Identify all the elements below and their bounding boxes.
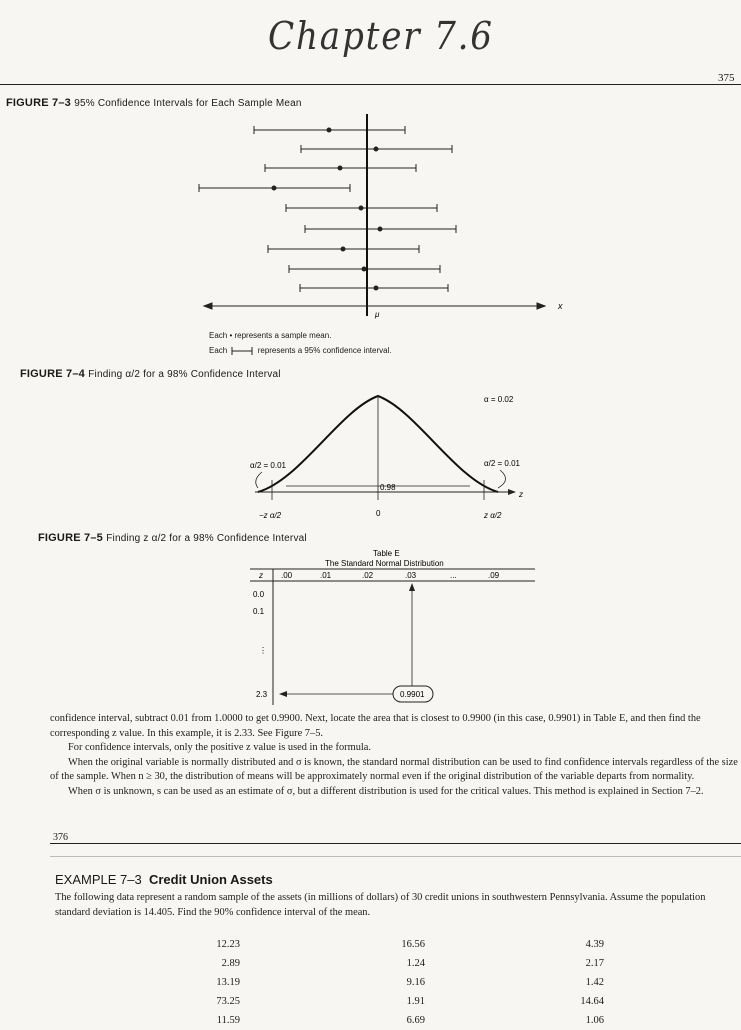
body-paragraph-1: confidence interval, subtract 0.01 from 1.0000 to get 0.9900. Next, locate the area that is closest to 0.9900 (in this case, 0.9901) in Table E, and then find the corresponding z value. In this example, it is 2.33. See Figure 7–5. [50, 713, 701, 739]
interval-4 [199, 184, 350, 192]
interval-7 [268, 245, 419, 253]
col-02: .02 [362, 571, 374, 580]
data-value: 11.59 [216, 1015, 240, 1026]
figure-7-3-legend-2 [209, 346, 392, 355]
interval-5 [286, 204, 437, 212]
table-title: Table E [373, 549, 400, 558]
figure-7-3-legend-1: Each • represents a sample mean. [209, 331, 332, 340]
axis-x-label: x [558, 301, 563, 311]
figure-7-3-title: 95% Confidence Intervals for Each Sample Mean [74, 98, 302, 109]
interval-2 [301, 145, 452, 153]
row-23: 2.3 [256, 690, 268, 699]
data-value: 16.56 [401, 939, 425, 950]
figure-7-5-label: FIGURE 7–5 [38, 532, 103, 544]
example-label: EXAMPLE 7–3 [55, 872, 142, 887]
data-value: 12.23 [216, 939, 240, 950]
table-subtitle: The Standard Normal Distribution [325, 559, 444, 568]
col-ellipsis: ... [450, 571, 457, 580]
legend-suffix: represents a 95% confidence interval. [257, 346, 392, 355]
x-axis [204, 303, 545, 309]
example-title: Credit Union Assets [148, 872, 273, 887]
interval-3 [265, 164, 416, 172]
col-00: .00 [281, 571, 293, 580]
data-value: 2.89 [221, 958, 240, 969]
data-value: 9.16 [406, 977, 425, 988]
page-divider [50, 856, 741, 857]
left-tail-label: α/2 = 0.01 [250, 461, 286, 470]
handwritten-heading: Chapter 7.6 [268, 14, 494, 58]
axis-mu-label: μ [375, 310, 380, 319]
figure-7-5-caption [38, 532, 307, 544]
data-value: 1.24 [406, 958, 425, 969]
data-column-2 [385, 935, 425, 1030]
interval-legend-icon [229, 347, 255, 355]
interval-8 [289, 265, 440, 273]
figure-7-4-title: Finding α/2 for a 98% Confidence Interval [88, 369, 281, 380]
legend-prefix: Each [209, 346, 228, 355]
col-01: .01 [320, 571, 332, 580]
data-value: 1.91 [406, 996, 425, 1007]
footer-rule [50, 843, 741, 844]
col-z: z [259, 571, 263, 580]
figure-7-3-label: FIGURE 7–3 [6, 97, 71, 109]
data-value: 14.64 [580, 996, 604, 1007]
pos-z-label: z α/2 [484, 511, 502, 520]
example-heading [55, 872, 273, 887]
data-value: 6.69 [406, 1015, 425, 1026]
figure-7-5-table [0, 545, 741, 710]
figure-7-4-caption [20, 368, 281, 380]
body-paragraph-2: For confidence intervals, only the positive z value is used in the formula. [68, 742, 371, 753]
zero-label: 0 [376, 509, 381, 518]
data-value: 2.17 [585, 958, 604, 969]
col-09: .09 [488, 571, 500, 580]
data-column-3 [572, 935, 604, 1030]
found-value: 0.9901 [400, 690, 425, 699]
data-value: 1.42 [585, 977, 604, 988]
center-area-label: 0.98 [380, 483, 396, 492]
data-value: 1.06 [585, 1015, 604, 1026]
body-paragraph-4: When σ is unknown, s can be used as an estimate of σ, but a different distribution is used for the critical values. This method is explained in Section 7–2. [68, 785, 704, 797]
example-text: The following data represent a random sample of the assets (in millions of dollars) of 30 credit unions in southwestern Pennsylvania. Assume the population standard deviation is 14.405. Find the 90% confidence interval of the mean. [55, 892, 706, 918]
figure-7-4-chart [0, 380, 741, 530]
row-01: 0.1 [253, 607, 265, 616]
interval-6 [305, 225, 456, 233]
page-number-376: 376 [53, 832, 68, 843]
row-00: 0.0 [253, 590, 265, 599]
header-rule [0, 84, 741, 85]
data-column-1 [200, 935, 240, 1030]
neg-z-label: −z α/2 [259, 511, 282, 520]
page-number-375: 375 [718, 72, 735, 84]
figure-7-3-caption [6, 97, 302, 109]
data-value: 73.25 [216, 996, 240, 1007]
col-03: .03 [405, 571, 417, 580]
interval-9 [300, 284, 448, 292]
body-text [50, 712, 738, 799]
alpha-label: α = 0.02 [484, 395, 514, 404]
data-value: 13.19 [216, 977, 240, 988]
data-value: 4.39 [585, 939, 604, 950]
figure-7-4-label: FIGURE 7–4 [20, 368, 85, 380]
z-axis-label: z [519, 490, 523, 499]
body-paragraph-3: When the original variable is normally distributed and σ is known, the standard normal distribution can be used to find confidence intervals regardless of the size of the sample. When n ≥ 30, the distribution of means will be approximately normal even if the original distribution of the variable departs from normality. [50, 756, 738, 782]
interval-1 [254, 126, 405, 134]
figure-7-3-chart [0, 110, 741, 320]
figure-7-5-title: Finding z α/2 for a 98% Confidence Interval [106, 533, 307, 544]
right-tail-label: α/2 = 0.01 [484, 459, 520, 468]
row-ellipsis: ⋮ [259, 646, 267, 655]
